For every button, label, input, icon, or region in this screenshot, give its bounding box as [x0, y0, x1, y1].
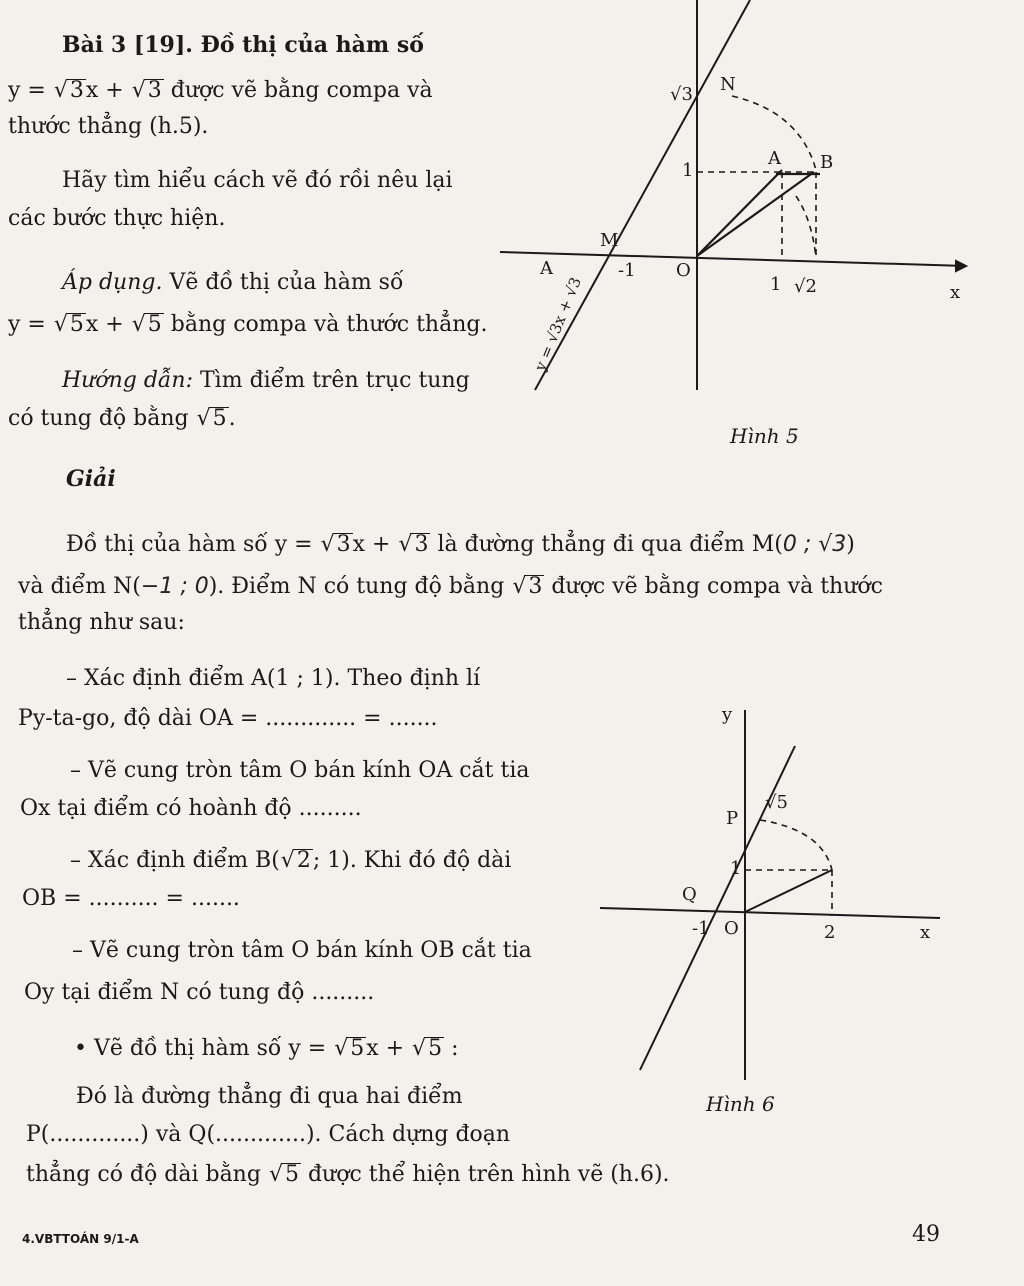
step2a: – Vẽ cung tròn tâm O bán kính OA cắt tia [70, 758, 530, 783]
solution-title: Giải [66, 466, 116, 492]
handwritten-M: 0 ; √3 [782, 532, 847, 557]
q1-line: Đó là đường thẳng đi qua hai điểm [76, 1084, 463, 1109]
fig5-label-N: N [720, 74, 736, 95]
hint-line2: có tung độ bằng √ 5. [8, 404, 236, 434]
exercise-line4: Hãy tìm hiểu cách vẽ đó rồi nêu lại [62, 168, 453, 193]
fig6-label-1y: 1 [730, 858, 742, 879]
fig5-label-A-axis: A [540, 258, 553, 279]
exercise-line5: các bước thực hiện. [8, 206, 226, 231]
step1b: Py-ta-go, độ dài OA = ............. = ....... [18, 706, 438, 731]
fig6-x-axis [600, 908, 940, 918]
solution-p1: Đồ thị của hàm số y = √ 3x + √ 3 là đường thẳng đi qua điểm M(0 ; √3) [66, 530, 855, 560]
fig5-label-x: x [950, 282, 961, 303]
figure-5-caption: Hình 5 [730, 424, 799, 448]
fig5-x-arrow [956, 261, 966, 271]
page-number: 49 [912, 1222, 940, 1247]
exercise-heading: Bài 3 [19]. Đồ thị của hàm số [62, 32, 424, 58]
step4b: Oy tại điểm N có tung độ ......... [24, 980, 375, 1005]
q2-line: P(.............) và Q(.............). Cách dựng đoạn [26, 1122, 511, 1147]
step3a: – Xác định điểm B(√ 2; 1). Khi đó độ dài [70, 846, 511, 876]
step2b: Ox tại điểm có hoành độ ......... [20, 796, 362, 821]
apply-equation-line: y = √ 5x + √ 5 bằng compa và thước thẳng. [8, 310, 487, 340]
fig6-arc [760, 820, 832, 870]
fig5-label-M: M [600, 230, 619, 251]
fig6-label-P: P [726, 808, 739, 829]
fig6-label-y: y [722, 704, 733, 725]
fig6-segment [745, 870, 832, 912]
fig5-label-sqrt2: √2 [794, 276, 817, 297]
solution-p3: thẳng như sau: [18, 610, 185, 635]
fig5-label-A-point: A [768, 148, 781, 169]
step4a: – Vẽ cung tròn tâm O bán kính OB cắt tia [72, 938, 532, 963]
handwritten-N: −1 ; 0 [140, 574, 209, 599]
fig5-segment-OB [697, 172, 814, 256]
fig5-label-sqrt3: √3 [670, 84, 693, 105]
apply-line: Áp dụng. Vẽ đồ thị của hàm số [62, 270, 404, 295]
fig6-label-2: 2 [824, 922, 836, 943]
step3b: OB = .......... = ....... [22, 886, 240, 911]
figure-5-graph [500, 0, 980, 430]
fig5-arc-OA [796, 196, 816, 258]
fig5-label-1x: 1 [770, 274, 782, 295]
fig6-label-sqrt5: √5 [765, 792, 788, 813]
solution-p2: và điểm N(−1 ; 0). Điểm N có tung độ bằng √ 3 được vẽ bằng compa và thước [18, 572, 883, 602]
footer-book-code: 4.VBTTOÁN 9/1-A [22, 1232, 139, 1246]
figure-6-graph [600, 690, 960, 1090]
figure-6-caption: Hình 6 [706, 1092, 775, 1116]
fig5-label-1y: 1 [682, 160, 694, 181]
fig5-label-minus1: -1 [618, 260, 636, 281]
exercise-equation-line: y = √ 3x + √ 3 được vẽ bằng compa và [8, 76, 433, 106]
q3-line: thẳng có độ dài bằng √ 5 được thể hiện trên hình vẽ (h.6). [26, 1160, 670, 1190]
fig5-line-equation: y = √3x + √3 [531, 274, 585, 374]
fig6-label-minus1: -1 [692, 918, 710, 939]
fig6-label-Q: Q [682, 884, 697, 905]
fig5-graph-line [535, 0, 750, 390]
exercise-line3: thước thẳng (h.5). [8, 114, 209, 139]
fig5-segment-OA [697, 170, 782, 256]
fig6-label-x: x [920, 922, 931, 943]
fig5-label-O: O [676, 260, 691, 281]
step1a: – Xác định điểm A(1 ; 1). Theo định lí [66, 666, 481, 691]
fig5-x-axis [500, 252, 966, 266]
fig6-label-O: O [724, 918, 739, 939]
bullet-line: • Vẽ đồ thị hàm số y = √ 5x + √ 5 : [74, 1034, 459, 1064]
fig5-label-B: B [820, 152, 834, 173]
hint-line: Hướng dẫn: Tìm điểm trên trục tung [62, 368, 470, 393]
